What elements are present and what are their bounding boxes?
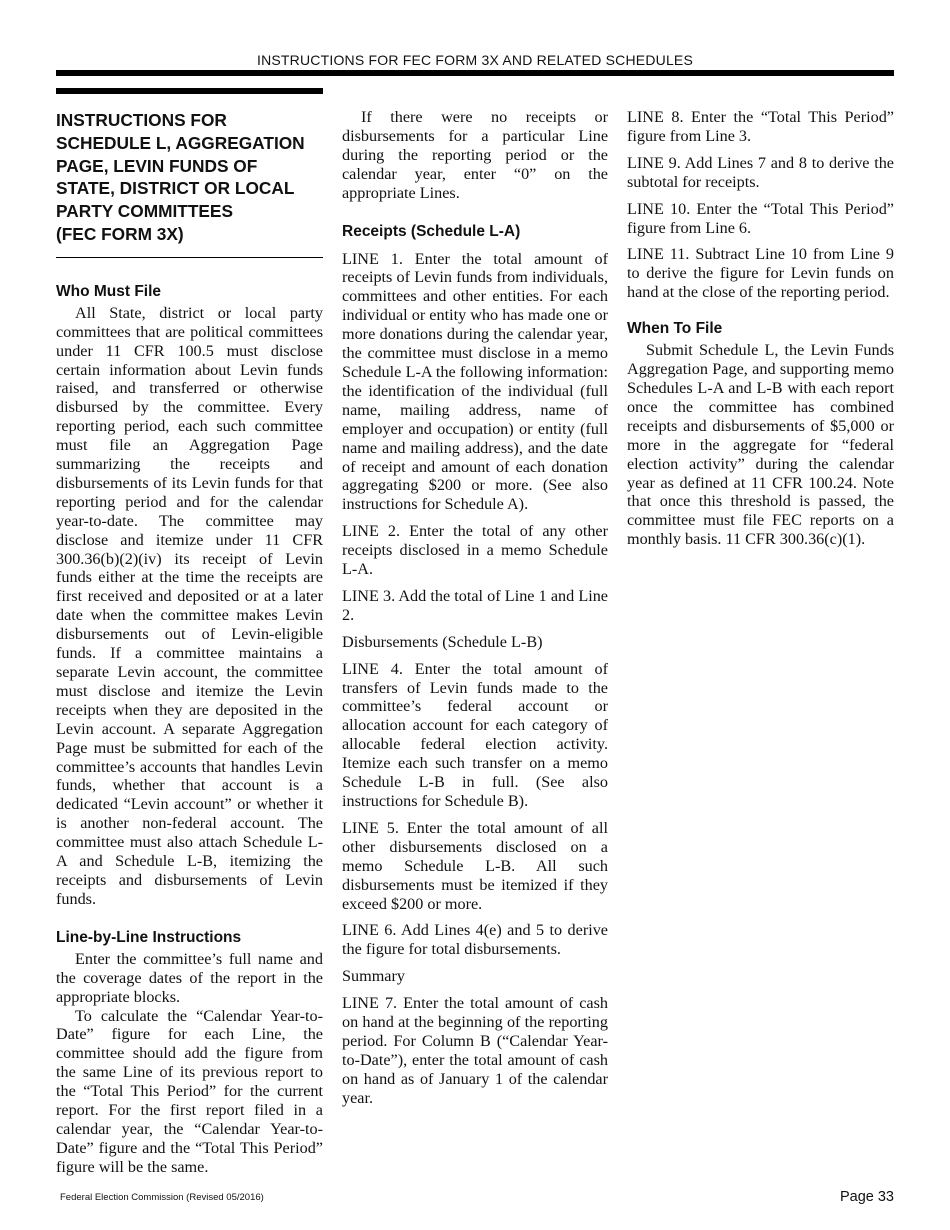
- line-by-line-paragraph-2: To calculate the “Calendar Year-to-Date” figure for each Line, the committee should add the figure from the same Line of its previous report to the “Total This Period” for the current report. For the first report filed in a calendar year, the “Calendar Year-to-Date” figure and the “Total This Period” figure will be the same.: [56, 1006, 323, 1176]
- title-rule-bottom: [56, 257, 323, 258]
- who-must-file-paragraph: All State, district or local party committees that are political committees under 11 CFR 100.5 must disclose certain information about Levin funds raised, and transferred or otherwise disbursed by the committee. Every reporting period, each such committee must file an Aggregation Page summarizing the receipts and disbursements of its Levin funds for that reporting period and for the calendar year-to-date. The committee may disclose and itemize under 11 CFR 300.36(b)(2)(iv) its receipt of Levin funds either at the time the receipts are first received and deposited or at a later date when the committee makes Levin disbursements out of Levin-eligible funds. If a committee maintains a separate Levin account, the committee must disclose and itemize the Levin receipts when they are deposited in the Levin account. A separate Aggregation Page must be submitted for each of the committee’s accounts that handles Levin funds, whether that account is a dedicated “Levin account” or whether it is another non-federal account. The committee must also attach Schedule L-A and Schedule L-B, itemizing the receipts and disbursements of Levin funds.: [56, 303, 323, 908]
- header-rule: [56, 70, 894, 76]
- line-7-text: LINE 7. Enter the total amount of cash on hand at the beginning of the reporting period. For Column B (“Calendar Year-to-Date”), enter the total amount of cash on hand as of January 1 of the calendar year.: [342, 994, 608, 1107]
- title-line: INSTRUCTIONS FOR: [56, 110, 227, 130]
- line-by-line-heading: Line-by-Line Instructions: [56, 928, 242, 946]
- title-line: PAGE, LEVIN FUNDS OF: [56, 155, 258, 176]
- line-8-text: LINE 8. Enter the “Total This Period” figure from Line 3.: [627, 108, 894, 145]
- when-to-file-paragraph: Submit Schedule L, the Levin Funds Aggregation Page, and supporting memo Schedules L-A and L-B with each report once the committee has combined receipts and disbursements of $5,000 or more in the aggregate for “federal election activity” during the calendar year as defined at 11 CFR 100.24. Note that once this threshold is passed, the committee must file FEC reports on a monthly basis. 11 CFR 300.36(c)(1).: [627, 341, 894, 549]
- title-line: STATE, DISTRICT OR LOCAL: [56, 178, 295, 199]
- page-number: Page 33: [839, 1189, 894, 1205]
- line-6-text: LINE 6. Add Lines 4(e) and 5 to derive the figure for total disbursements.: [342, 921, 608, 959]
- line-2-text: LINE 2. Enter the total of any other receipts disclosed in a memo Schedule L-A.: [342, 522, 608, 579]
- line-5-text: LINE 5. Enter the total amount of all other disbursements disclosed on a memo Schedule L-B. All such disbursements must be itemized if they exceed $200 or more.: [342, 818, 608, 913]
- title-line: PARTY COMMITTEES: [56, 201, 233, 222]
- column-2: [342, 108, 608, 1116]
- disbursements-heading: Disbursements (Schedule L-B): [342, 632, 543, 651]
- summary-heading: Summary: [342, 967, 405, 986]
- line-10-text: LINE 10. Enter the “Total This Period” figure from Line 6.: [627, 199, 894, 237]
- line-1-text: LINE 1. Enter the total amount of receipts of Levin funds from individuals, committees and other entities. For each individual or entity who has made one or more donations during the calendar year, the committee must disclose in a memo Schedule L-A the following information: the identification of the individual (full name, mailing address, name of employer and occupation) or entity (full name and mailing address), and the date of receipt and amount of each donation aggregating $200 or more. (See also instructions for Schedule A).: [342, 249, 608, 514]
- footer-revision: Federal Election Commission (Revised 05/2016): [60, 1192, 264, 1203]
- title-line: (FEC FORM 3X): [56, 223, 184, 244]
- who-must-file-heading: Who Must File: [56, 282, 162, 300]
- title-rule-top: [56, 88, 323, 94]
- column-1: [56, 88, 323, 1177]
- line-11-text: LINE 11. Subtract Line 10 from Line 9 to derive the figure for Levin funds on hand at the close of the reporting period.: [627, 245, 894, 302]
- line-3-text: LINE 3. Add the total of Line 1 and Line 2.: [342, 586, 608, 624]
- when-to-file-heading: When To File: [627, 320, 723, 338]
- line-4-text: LINE 4. Enter the total amount of transfers of Levin funds made to the committee’s federal account or allocation account for each category of allocable federal election activity. Itemize each such transfer on a memo Schedule L-B in full. (See also instructions for Schedule B).: [342, 659, 608, 810]
- running-header: INSTRUCTIONS FOR FEC FORM 3X AND RELATED SCHEDULES: [256, 52, 693, 68]
- title-line: SCHEDULE L, AGGREGATION: [56, 132, 305, 153]
- document-title: [56, 109, 323, 246]
- line-9-text: LINE 9. Add Lines 7 and 8 to derive the subtotal for receipts.: [627, 153, 894, 191]
- column-3: [627, 108, 894, 549]
- receipts-heading: Receipts (Schedule L-A): [342, 222, 521, 240]
- line-by-line-paragraph-3: If there were no receipts or disbursements for a particular Line during the reporting period or the calendar year, enter “0” on the appropriate Lines.: [342, 108, 608, 202]
- line-by-line-paragraph-1: Enter the committee’s full name and the coverage dates of the report in the appropriate blocks.: [56, 949, 323, 1006]
